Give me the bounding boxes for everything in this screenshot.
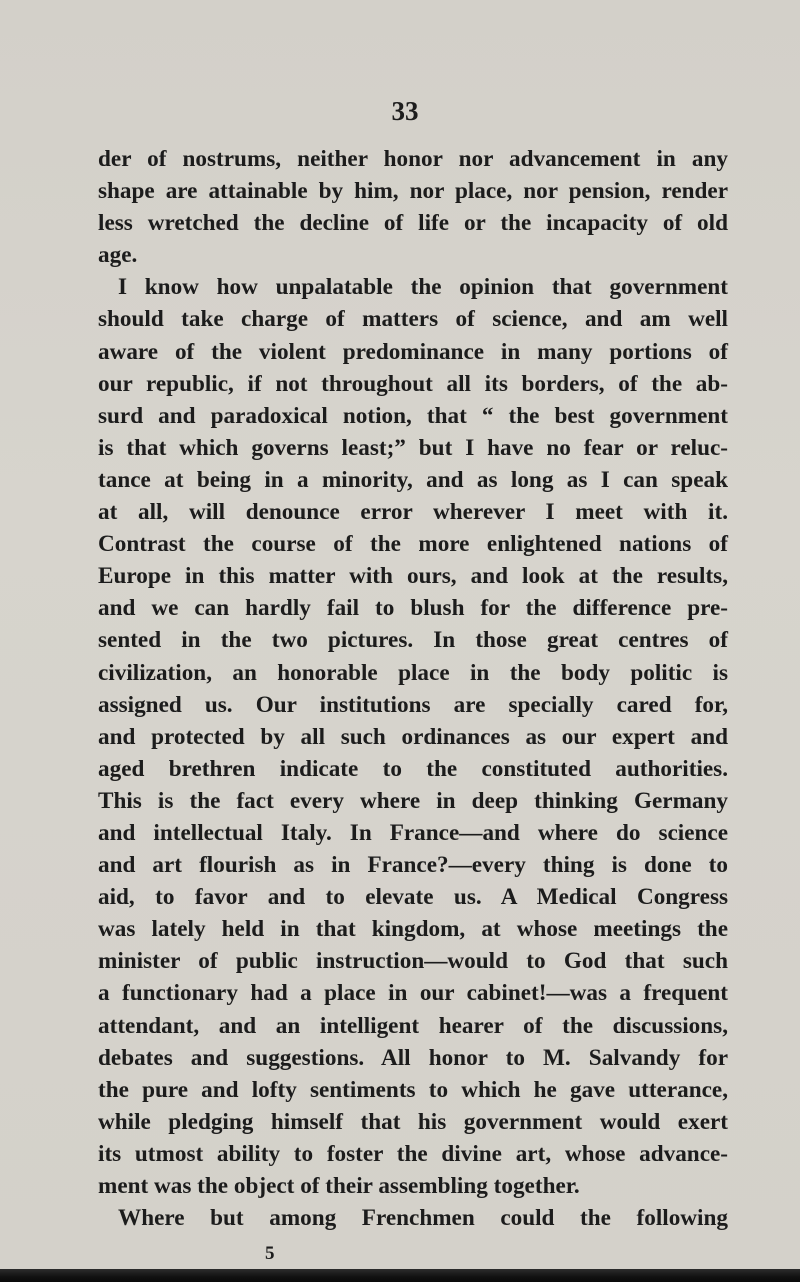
text-line: aged brethren indicate to the constituted authorities. bbox=[98, 755, 728, 782]
text-line: sented in the two pictures. In those great centres of bbox=[98, 627, 728, 654]
text-line: a functionary had a place in our cabinet!—was a frequent bbox=[98, 980, 728, 1007]
text-line: debates and suggestions. All honor to M. Salvandy for bbox=[98, 1044, 728, 1071]
text-line: tance at being in a minority, and as long as I can speak bbox=[98, 466, 728, 493]
body-text bbox=[98, 143, 728, 1234]
text-line: and we can hardly fail to blush for the difference pre- bbox=[98, 595, 728, 622]
text-line: less wretched the decline of life or the incapacity of old bbox=[98, 210, 728, 237]
text-line: age. bbox=[98, 242, 138, 269]
text-line: minister of public instruction—would to God that such bbox=[98, 948, 728, 975]
text-line: der of nostrums, neither honor nor advancement in any bbox=[98, 146, 728, 172]
text-line: aid, to favor and to elevate us. A Medical Congress bbox=[98, 884, 728, 911]
text-line: the pure and lofty sentiments to which he gave utterance, bbox=[98, 1076, 728, 1103]
text-line: attendant, and an intelligent hearer of the discussions, bbox=[98, 1012, 728, 1039]
text-line: was lately held in that kingdom, at whose meetings the bbox=[98, 916, 728, 943]
text-line: Where but among Frenchmen could the following bbox=[118, 1205, 728, 1232]
signature-mark: 5 bbox=[265, 1243, 275, 1264]
text-line: I know how unpalatable the opinion that government bbox=[118, 274, 728, 301]
text-line: civilization, an honorable place in the body politic is bbox=[98, 659, 728, 686]
text-line: is that which governs least;” but I have no fear or reluc- bbox=[98, 434, 728, 461]
text-line: ment was the object of their assembling together. bbox=[98, 1173, 580, 1199]
text-line: This is the fact every where in deep thinking Germany bbox=[98, 787, 728, 814]
text-line: should take charge of matters of science, and am well bbox=[98, 306, 728, 333]
text-line: and intellectual Italy. In France—and where do science bbox=[98, 819, 728, 846]
text-line: Contrast the course of the more enlightened nations of bbox=[98, 531, 728, 558]
text-line: our republic, if not throughout all its borders, of the ab- bbox=[98, 370, 728, 397]
page-number: 33 bbox=[391, 96, 419, 126]
text-line: Europe in this matter with ours, and look at the results, bbox=[98, 563, 728, 590]
text-line: surd and paradoxical notion, that “ the best government bbox=[98, 402, 728, 429]
text-line: aware of the violent predominance in many portions of bbox=[98, 338, 728, 365]
text-line: at all, will denounce error wherever I meet with it. bbox=[98, 499, 728, 526]
text-line: its utmost ability to foster the divine art, whose advance- bbox=[98, 1140, 728, 1167]
page-bottom-edge bbox=[0, 1269, 800, 1282]
text-line: and protected by all such ordinances as our expert and bbox=[98, 723, 728, 750]
text-line: and art flourish as in France?—every thing is done to bbox=[98, 852, 728, 879]
text-line: shape are attainable by him, nor place, nor pension, render bbox=[98, 178, 728, 205]
text-line: assigned us. Our institutions are specially cared for, bbox=[98, 691, 728, 718]
text-line: while pledging himself that his government would exert bbox=[98, 1108, 728, 1135]
